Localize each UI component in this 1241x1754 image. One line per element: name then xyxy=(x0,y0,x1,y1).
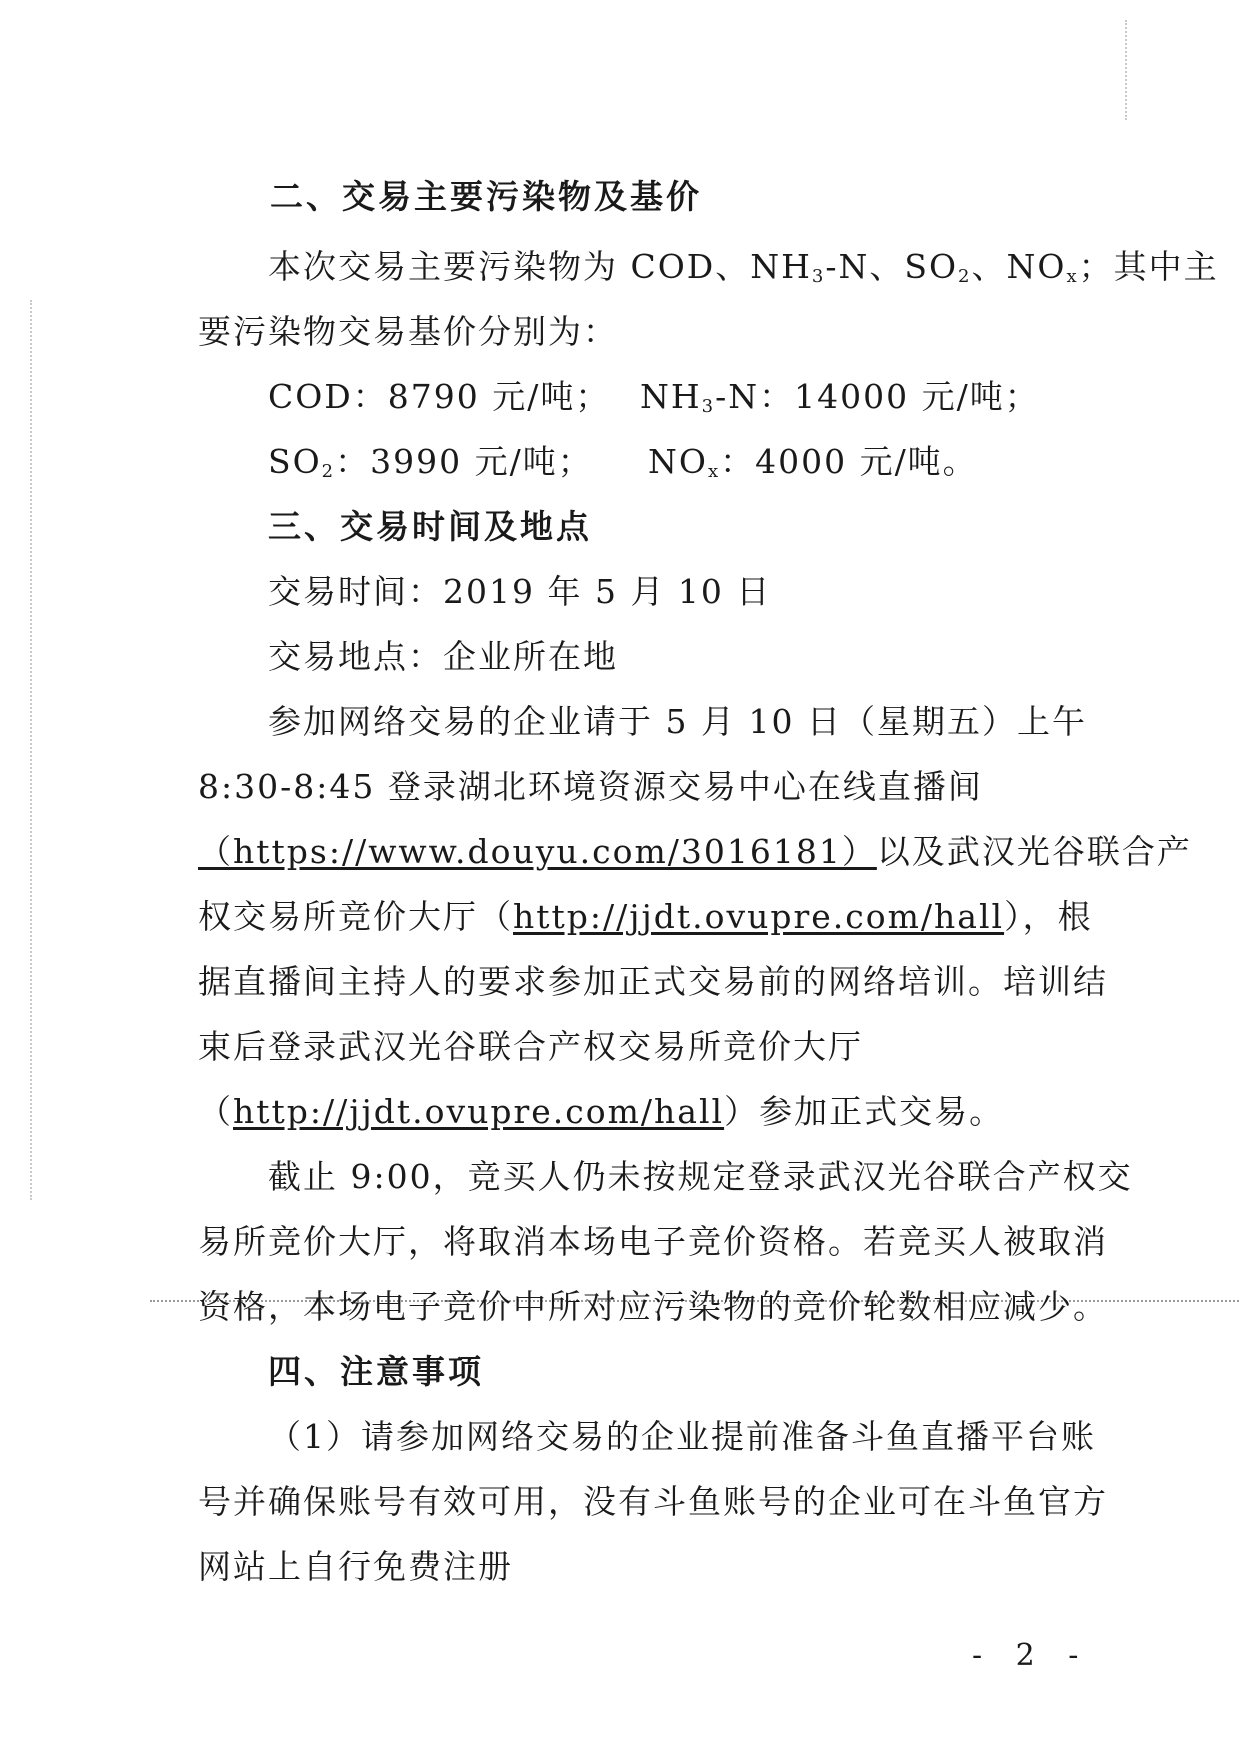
price-nh3n xyxy=(640,375,1040,419)
nh3-rest: -N：14000 元/吨； xyxy=(715,377,1040,416)
paragraph1-line4 xyxy=(198,895,1093,939)
paragraph2-line3: 资格，本场电子竞价中所对应污染物的竞价轮数相应减少。 xyxy=(198,1287,1108,1326)
section2-intro-line2: 要污染物交易基价分别为： xyxy=(198,312,618,351)
section2-heading: 二、交易主要污染物及基价 xyxy=(270,177,702,216)
paragraph1-line3-rest: 以及武汉光谷联合产 xyxy=(876,832,1192,871)
nh3-sub: 3 xyxy=(701,396,716,417)
hall-link-2[interactable]: http://jjdt.ovupre.com/hall xyxy=(233,1092,725,1131)
section3-heading: 三、交易时间及地点 xyxy=(268,507,592,546)
so2-rest: ：3990 元/吨； xyxy=(335,442,593,481)
trade-place: 交易地点：企业所在地 xyxy=(268,637,618,676)
paragraph1-line7-b: ）参加正式交易。 xyxy=(724,1092,1005,1131)
paragraph1-line5: 据直播间主持人的要求参加正式交易前的网络培训。培训结 xyxy=(198,962,1108,1001)
scan-dots-left xyxy=(30,300,34,1200)
douyu-link[interactable]: （https://www.douyu.com/3016181） xyxy=(198,832,877,871)
price-cod: COD：8790 元/吨； xyxy=(268,377,611,416)
page-number: - 2 - xyxy=(972,1638,1091,1673)
intro-text-a: 本次交易主要污染物为 COD、NH xyxy=(268,247,812,286)
paragraph2-line2: 易所竞价大厅，将取消本场电子竞价资格。若竞买人被取消 xyxy=(198,1222,1108,1261)
paragraph1-line1: 参加网络交易的企业请于 5 月 10 日（星期五）上午 xyxy=(268,702,1087,741)
paragraph2-line1: 截止 9:00，竞买人仍未按规定登录武汉光谷联合产权交 xyxy=(268,1157,1133,1196)
intro-text-b: -N、SO xyxy=(825,247,959,286)
intro-sub-2: 2 xyxy=(958,266,972,287)
nh3-prefix: NH xyxy=(640,377,702,416)
intro-sub-1: 3 xyxy=(811,266,826,287)
notice-item1-line3: 网站上自行免费注册 xyxy=(198,1547,513,1586)
nox-sub: x xyxy=(707,461,721,482)
so2-prefix: SO xyxy=(268,442,322,481)
scan-dots-right xyxy=(1125,20,1129,120)
intro-sub-3: x xyxy=(1066,266,1079,287)
trade-time: 交易时间：2019 年 5 月 10 日 xyxy=(268,572,772,611)
section4-heading: 四、注意事项 xyxy=(268,1352,484,1391)
notice-item1-line2: 号并确保账号有效可用，没有斗鱼账号的企业可在斗鱼官方 xyxy=(198,1482,1108,1521)
nox-rest: ：4000 元/吨。 xyxy=(720,442,978,481)
paragraph1-line4-a: 权交易所竞价大厅（ xyxy=(198,897,513,936)
paragraph1-line4-b: ），根 xyxy=(1004,897,1093,936)
paragraph1-line7-a: （ xyxy=(198,1092,233,1131)
intro-text-d: ；其中主 xyxy=(1078,247,1219,286)
hall-link-1[interactable]: http://jjdt.ovupre.com/hall xyxy=(513,897,1005,936)
so2-sub: 2 xyxy=(321,461,336,482)
section2-intro-line1 xyxy=(268,245,1219,289)
nox-prefix: NO xyxy=(648,442,708,481)
notice-item1-line1: （1）请参加网络交易的企业提前准备斗鱼直播平台账 xyxy=(268,1417,1096,1456)
price-nox xyxy=(648,440,978,484)
paragraph1-line6: 束后登录武汉光谷联合产权交易所竞价大厅 xyxy=(198,1027,863,1066)
intro-text-c: 、NO xyxy=(971,247,1067,286)
paragraph1-line3 xyxy=(198,830,1192,874)
paragraph1-line2: 8:30-8:45 登录湖北环境资源交易中心在线直播间 xyxy=(198,767,983,806)
price-so2 xyxy=(268,440,593,484)
paragraph1-line7 xyxy=(198,1090,1004,1134)
